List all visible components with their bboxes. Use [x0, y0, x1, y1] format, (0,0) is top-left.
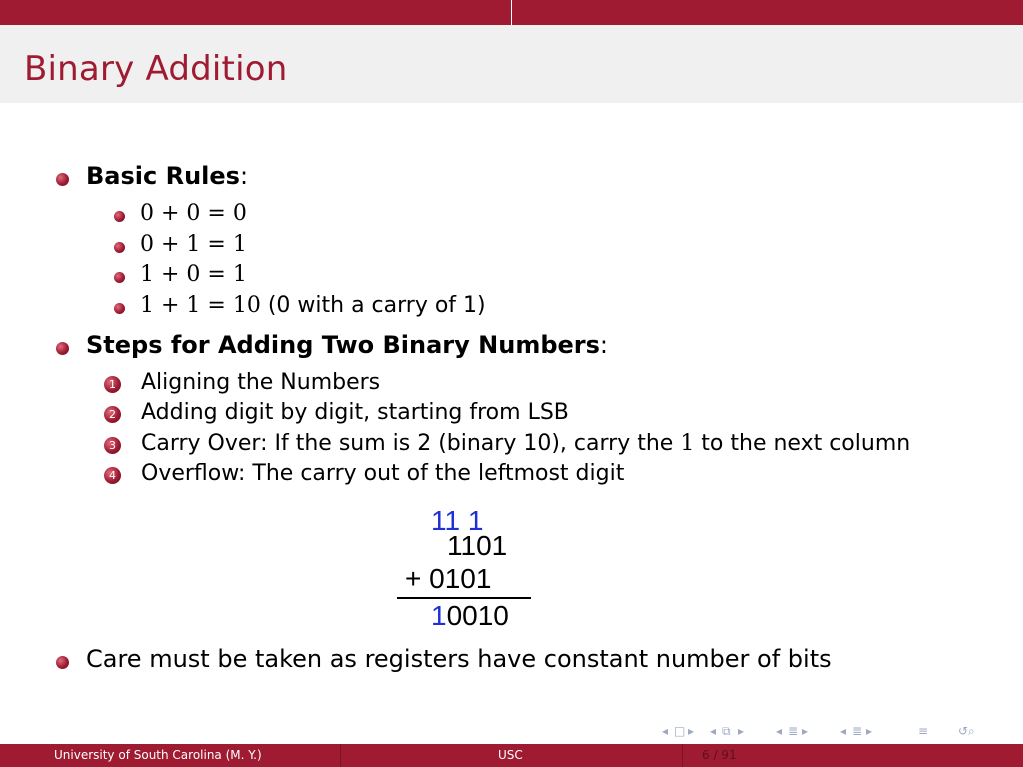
rule-expr: 1 + 1 = 10 — [140, 293, 261, 318]
search-icon[interactable]: ↺⌕ — [958, 724, 975, 738]
bullet-icon — [56, 342, 69, 355]
sum-rule — [397, 597, 531, 599]
title-bar — [0, 25, 1023, 103]
operand-2: + 0101 — [405, 563, 492, 594]
rule-expr: 0 + 1 = 1 — [140, 232, 247, 257]
beamer-navigation — [662, 724, 1022, 742]
sum-result — [431, 600, 509, 632]
basic-rules-heading: Basic Rules — [86, 162, 240, 190]
steps-heading: Steps for Adding Two Binary Numbers — [86, 331, 600, 359]
top-bar — [0, 0, 1023, 25]
operand-1: 1101 — [447, 530, 508, 561]
bullet-icon — [114, 303, 125, 314]
step-text: Aligning the Numbers — [141, 370, 381, 395]
step-text: Carry Over: If the sum is 2 (binary 10), carry the 1 to the next column — [141, 431, 911, 456]
align-icon[interactable]: ≡ — [918, 724, 929, 738]
step-number-icon: 4 — [104, 467, 121, 484]
top-bar-left — [0, 0, 511, 25]
arrow-right-icon[interactable]: ▸ — [802, 724, 809, 738]
top-bar-right — [512, 0, 1023, 25]
footer-bar — [0, 744, 1023, 767]
sum-overflow-digit: 1 — [431, 600, 447, 631]
bullet-icon — [114, 242, 125, 253]
arrow-left-icon[interactable]: ◂ — [776, 724, 783, 738]
rule-expr: 0 + 0 = 0 — [140, 201, 247, 226]
frame-icon[interactable]: □ — [674, 724, 686, 738]
footer-short-title: USC — [498, 748, 523, 762]
arrow-right-icon[interactable]: ▸ — [688, 724, 695, 738]
step-text: Adding digit by digit, starting from LSB — [141, 400, 569, 425]
arrow-left-icon[interactable]: ◂ — [710, 724, 717, 738]
step-number-icon: 2 — [104, 406, 121, 423]
step-number-icon: 3 — [104, 437, 121, 454]
bullet-icon — [114, 272, 125, 283]
arrow-left-icon[interactable]: ◂ — [662, 724, 669, 738]
step-number-icon: 1 — [104, 376, 121, 393]
bullet-icon — [56, 656, 69, 669]
sum-digits: 0010 — [446, 600, 509, 631]
arrow-left-icon[interactable]: ◂ — [840, 724, 847, 738]
section-icon[interactable]: ≣ — [788, 724, 799, 738]
rule-note: (0 with a carry of 1) — [267, 293, 486, 318]
step-text: Overflow: The carry out of the leftmost digit — [141, 461, 625, 486]
subsection-icon[interactable]: ⧉ — [722, 724, 731, 738]
rule-expr: 1 + 0 = 1 — [140, 262, 247, 287]
bullet-icon — [56, 173, 69, 186]
carry-digits: 11 1 — [431, 505, 484, 536]
toc-icon[interactable]: ≣ — [852, 724, 863, 738]
footer-page-number: 6 / 91 — [702, 748, 737, 762]
footer-institution: University of South Carolina (M. Y.) — [54, 748, 262, 762]
arrow-right-icon[interactable]: ▸ — [866, 724, 873, 738]
footer-divider — [682, 744, 683, 767]
footer-divider — [340, 744, 341, 767]
care-text: Care must be taken as registers have constant number of bits — [86, 645, 832, 673]
binary-addition-figure — [395, 505, 535, 635]
arrow-right-icon[interactable]: ▸ — [738, 724, 745, 738]
bullet-icon — [114, 211, 125, 222]
slide-title: Binary Addition — [24, 49, 288, 89]
